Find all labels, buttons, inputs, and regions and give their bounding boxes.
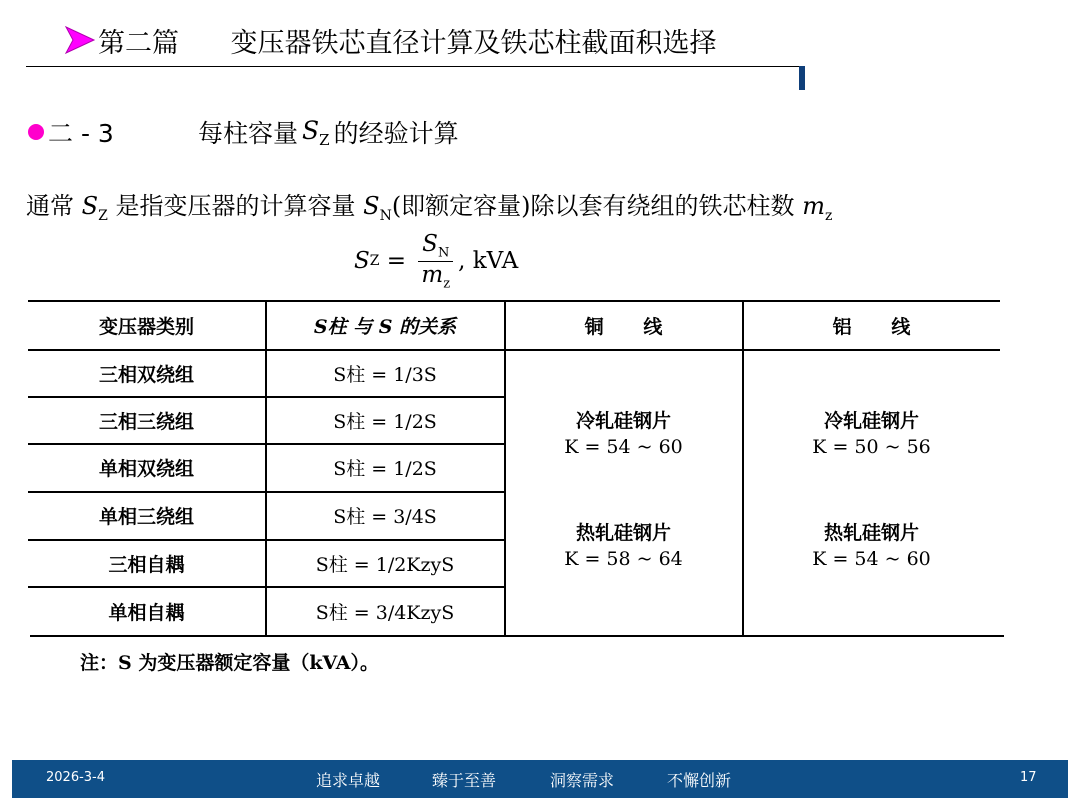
footer-date: 2026-3-4 [46, 770, 106, 785]
aluminum-hot-rolled: 热轧硅钢片 K = 54 ~ 60 [812, 522, 931, 570]
section-title-suffix: 的经验计算 [333, 119, 459, 148]
table-row-type: 单相双绕组 [98, 458, 194, 480]
table-row-relation: S柱 = 3/4S [333, 506, 437, 528]
table-row-type: 三相双绕组 [98, 363, 194, 386]
section-number: 二 - 3 [48, 119, 114, 148]
title-divider [26, 66, 804, 67]
circle-bullet-icon [28, 124, 44, 140]
slide-title-bar [64, 20, 717, 60]
title-divider-end-mark [799, 66, 805, 90]
definition-paragraph: 通常 $S_Z$ 是指变压器的计算容量 $S_N$(即额定容量)除以套有绕组的铁芯柱数 $m_z$ [26, 192, 833, 224]
footer-motto: 洞察需求 [550, 771, 615, 790]
table-row-type: 三相自耦 [108, 553, 185, 576]
copper-hot-rolled: 热轧硅钢片 K = 58 ~ 64 [564, 522, 683, 570]
header-copper: 铜 线 [584, 316, 663, 338]
table-row-relation: S柱 = 1/2S [333, 458, 437, 480]
header-type: 变压器类别 [98, 316, 194, 338]
table-row-relation: S柱 = 3/4KzyS [315, 601, 455, 624]
column-rule [504, 301, 506, 635]
page-number: 17 [1020, 770, 1037, 785]
footer-motto: 臻于至善 [432, 771, 497, 790]
header-aluminum: 铝 线 [832, 316, 911, 338]
table-note: 注：S 为变压器额定容量（kVA）。 [80, 652, 380, 674]
slide-title: 第二篇 变压器铁芯直径计算及铁芯柱截面积选择 [98, 27, 717, 59]
table-row-type: 单相自耦 [108, 601, 185, 624]
table-row-relation: S柱 = 1/2S [333, 410, 437, 433]
capacity-formula: S Z = $\frac{S_N}{m_z}$ , kVA [354, 230, 519, 292]
table-row-relation: S柱 = 1/2KzyS [315, 553, 455, 576]
aluminum-cold-rolled: 冷轧硅钢片 K = 50 ~ 56 [812, 410, 931, 458]
section-title-prefix: 每柱容量 [198, 119, 299, 148]
footer-motto: 不懈创新 [667, 771, 732, 790]
section-title-variable: $S_Z$ [302, 115, 330, 149]
table-row-relation: S柱 = 1/3S [333, 363, 437, 386]
table-bottom-rule [30, 635, 1004, 637]
formula-fraction: $\frac{S_N}{m_z}$ [417, 231, 454, 291]
column-rule [742, 301, 744, 635]
section-heading [28, 114, 459, 150]
arrow-bullet-icon [64, 24, 96, 56]
footer-motto: 追求卓越 [316, 771, 381, 790]
copper-cold-rolled: 冷轧硅钢片 K = 54 ~ 60 [564, 410, 683, 458]
table-row-type: 三相三绕组 [98, 410, 194, 433]
table-row-type: 单相三绕组 [98, 506, 194, 528]
footer-bar [12, 760, 1068, 798]
header-relation: S柱 与 S 的关系 [313, 316, 457, 338]
